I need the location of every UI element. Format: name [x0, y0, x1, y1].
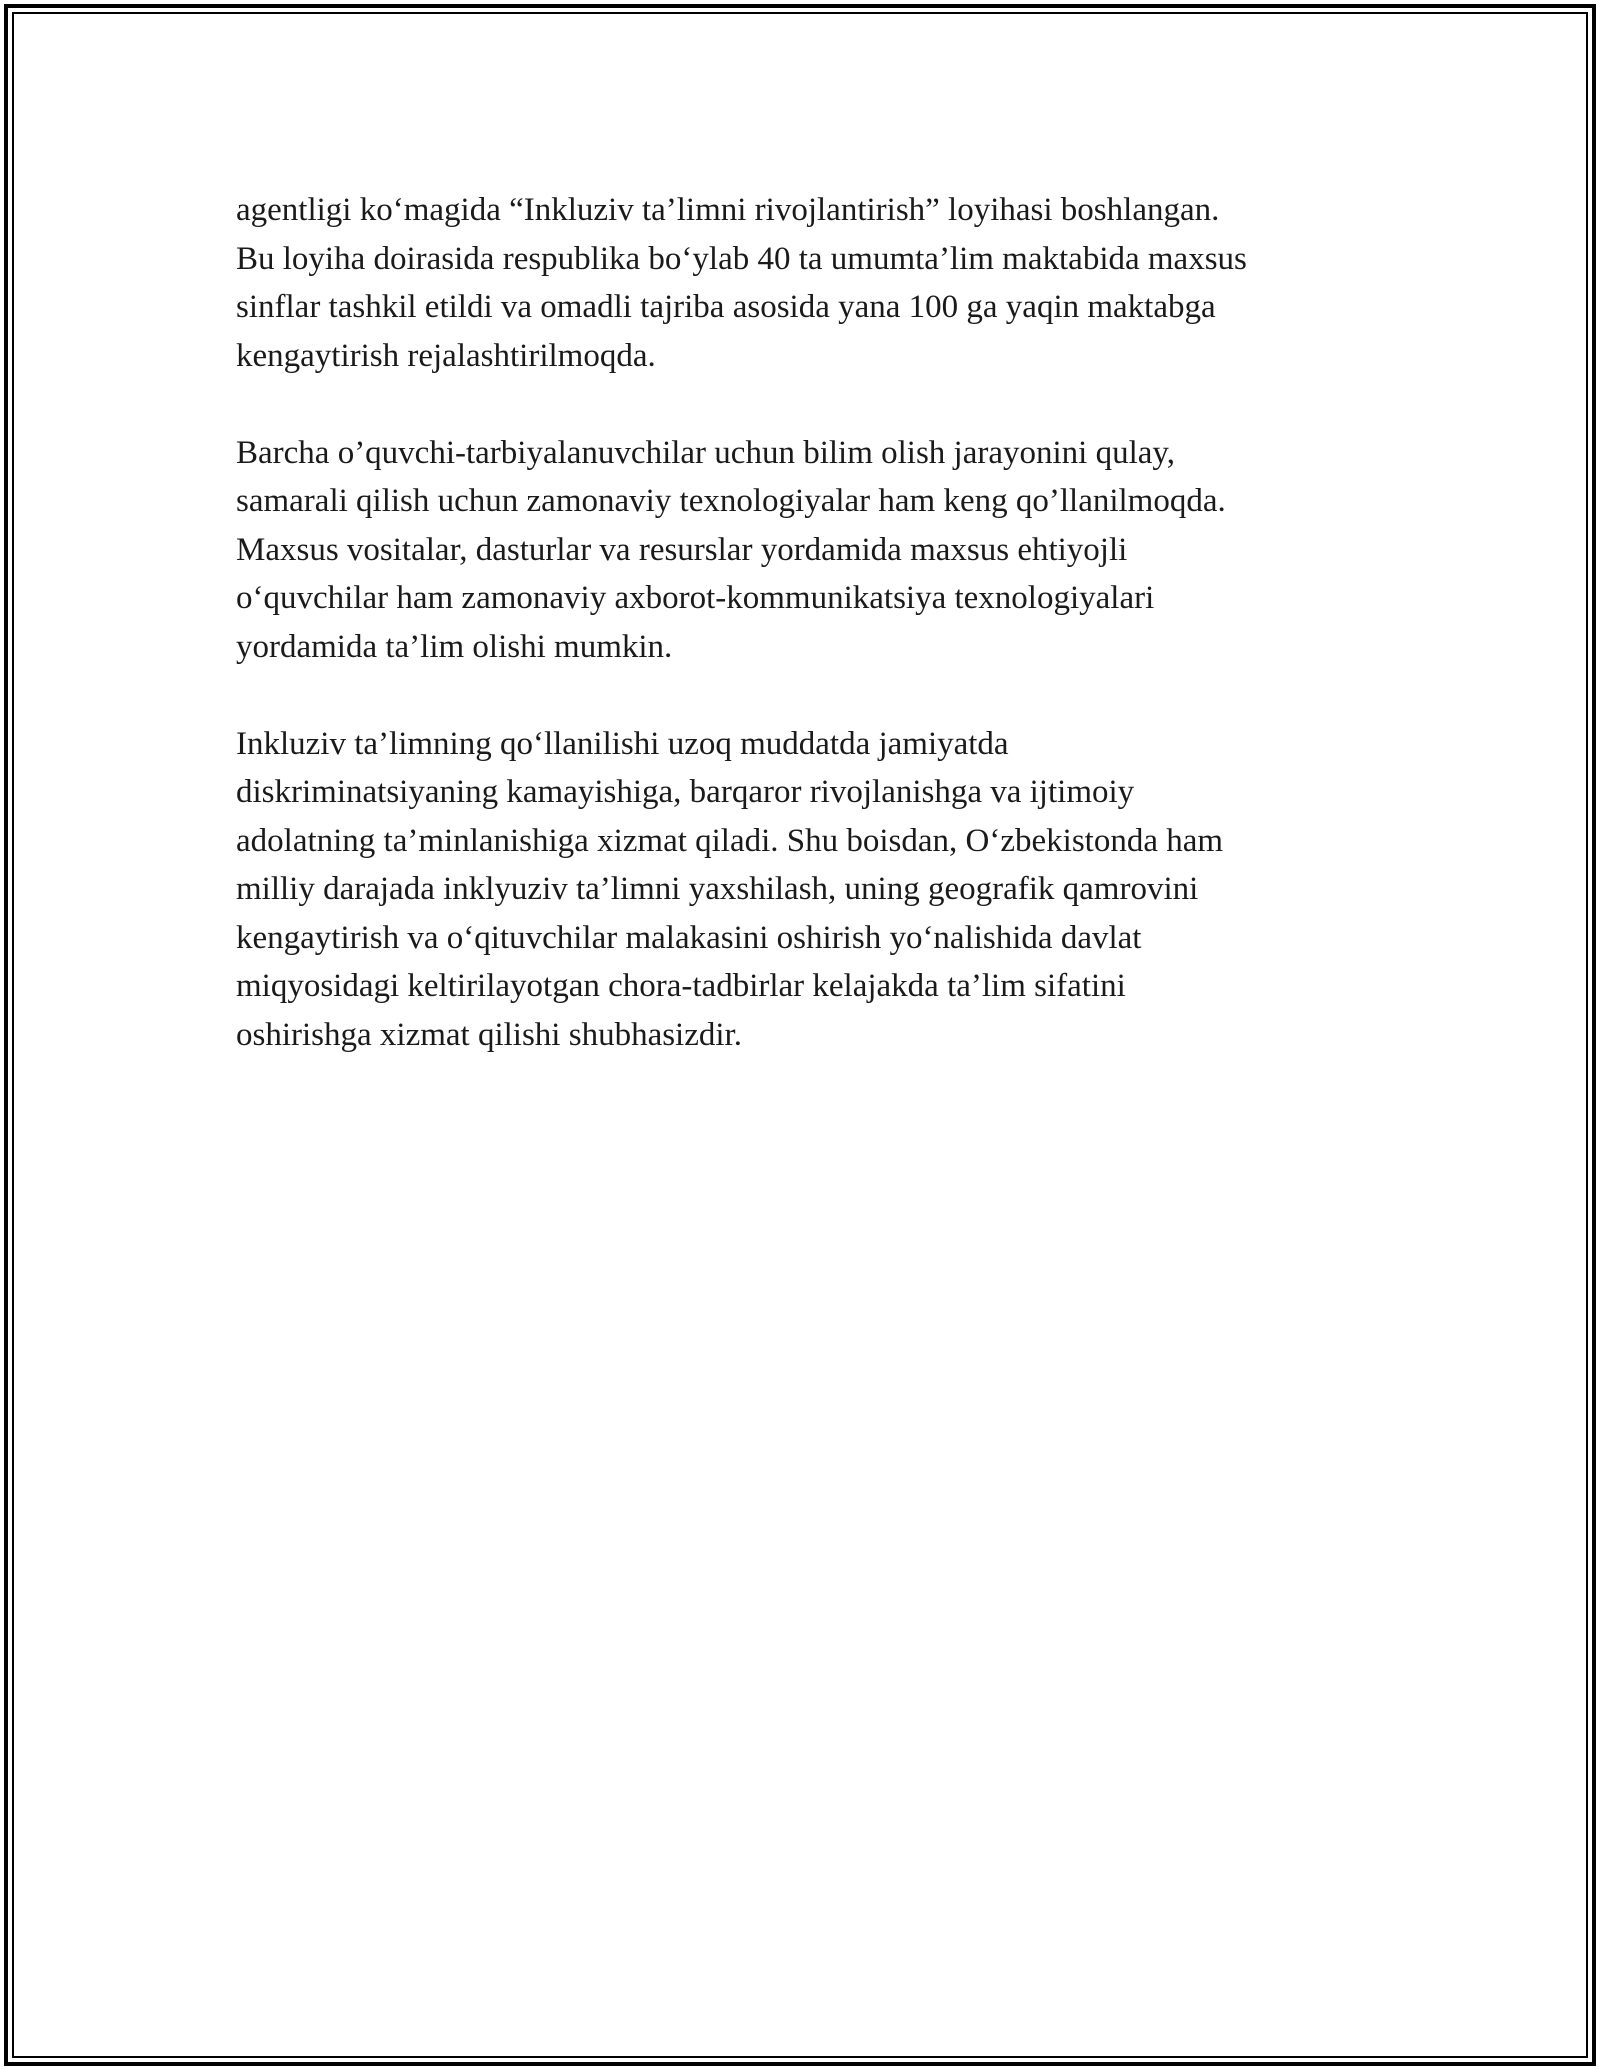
- text-line: agentligi ko‘magida “Inkluziv ta’limni rivojlantirish” loyihasi boshlangan.: [236, 192, 1220, 228]
- text-line: adolatning ta’minlanishiga xizmat qiladi. Shu boisdan, O‘zbekistonda ham: [236, 822, 1224, 859]
- document-body: [236, 186, 1386, 1108]
- text-line: Maxsus vositalar, dasturlar va resurslar yordamida maxsus ehtiyojli: [236, 531, 1128, 568]
- text-line: milliy darajada inklyuziv ta’limni yaxshilash, uning geografik qamrovini: [236, 871, 1199, 907]
- text-line: kengaytirish rejalashtirilmoqda.: [236, 337, 656, 374]
- text-line: Bu loyiha doirasida respublika bo‘ylab 40 ta umumta’lim maktabida maxsus: [236, 240, 1247, 277]
- text-line: yordamida ta’lim olishi mumkin.: [236, 628, 673, 665]
- text-line: o‘quvchilar ham zamonaviy axborot-kommunikatsiya texnologiyalari: [236, 580, 1155, 616]
- text-line: sinflar tashkil etildi va omadli tajriba asosida yana 100 ga yaqin maktabga: [236, 289, 1216, 325]
- text-line: samarali qilish uchun zamonaviy texnologiyalar ham keng qo’llanilmoqda.: [236, 483, 1226, 519]
- text-line: diskriminatsiyaning kamayishiga, barqaror rivojlanishga va ijtimoiy: [236, 774, 1135, 810]
- text-line: oshirishga xizmat qilishi shubhasizdir.: [236, 1016, 742, 1053]
- paragraph-2: [236, 429, 1386, 672]
- paragraph-1: [236, 186, 1386, 380]
- text-line: kengaytirish va o‘qituvchilar malakasini oshirish yo‘nalishida davlat: [236, 919, 1142, 956]
- text-line: Barcha o’quvchi-tarbiyalanuvchilar uchun bilim olish jarayonini qulay,: [236, 434, 1176, 471]
- text-line: miqyosidagi keltirilayotgan chora-tadbirlar kelajakda ta’lim sifatini: [236, 968, 1126, 1004]
- text-line: Inkluziv ta’limning qo‘llanilishi uzoq muddatda jamiyatda: [236, 725, 1009, 762]
- paragraph-3: [236, 720, 1386, 1060]
